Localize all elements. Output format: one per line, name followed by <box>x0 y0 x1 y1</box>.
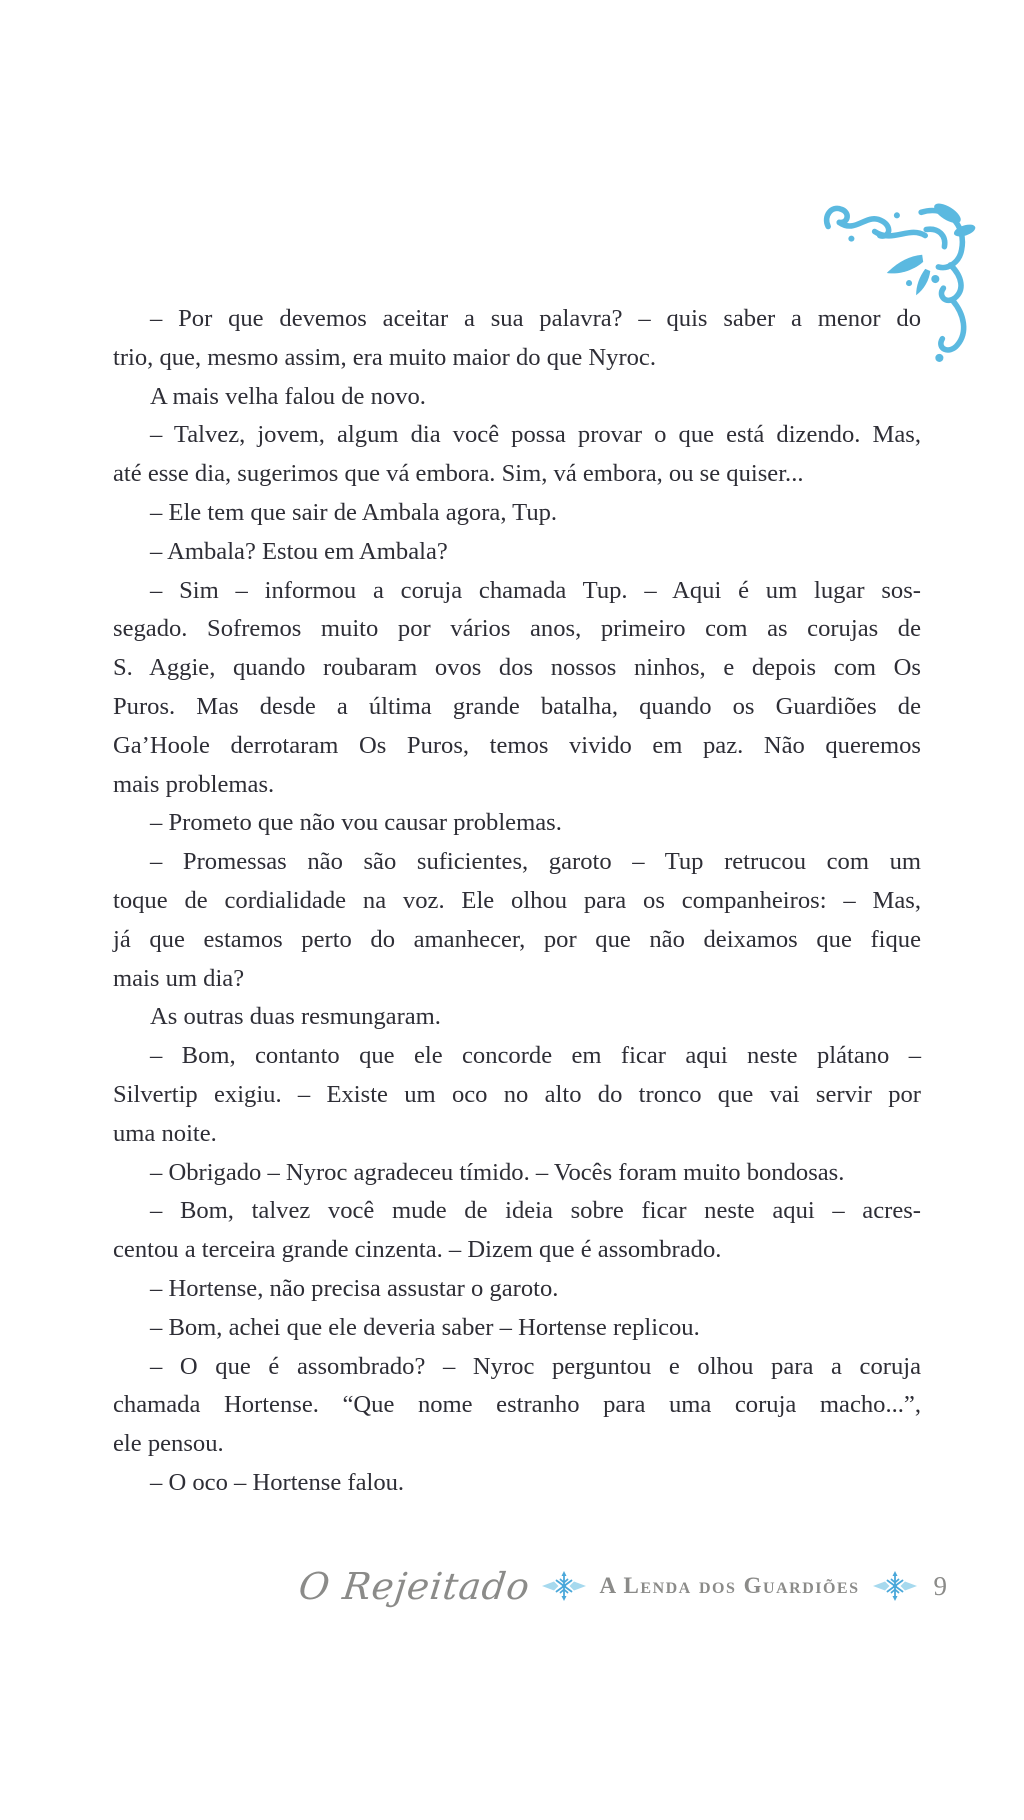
text-line: – Sim – informou a coruja chamada Tup. – Aqui é um lugar sos- <box>150 576 921 604</box>
text-line: – O oco – Hortense falou. <box>150 1468 405 1496</box>
text-line: segado. Sofremos muito por vários anos, primeiro com as corujas de <box>113 615 921 643</box>
text-line: A mais velha falou de novo. <box>150 382 426 410</box>
text-line: já que estamos perto do amanhecer, por que não deixamos que fique <box>113 925 921 953</box>
body-text <box>113 300 921 1503</box>
text-line: – Ambala? Estou em Ambala? <box>150 537 448 565</box>
text-line: até esse dia, sugerimos que vá embora. Sim, vá embora, ou se quiser... <box>113 460 804 488</box>
text-line: – Bom, contanto que ele concorde em ficar aqui neste plátano – <box>150 1042 921 1070</box>
text-line: Puros. Mas desde a última grande batalha, quando os Guardiões de <box>113 692 921 720</box>
text-line: – Hortense, não precisa assustar o garoto. <box>150 1274 559 1302</box>
text-line: trio, que, mesmo assim, era muito maior do que Nyroc. <box>113 343 656 371</box>
text-line: Ga’Hoole derrotaram Os Puros, temos vivido em paz. Não queremos <box>113 731 921 759</box>
text-line: – Prometo que não vou causar problemas. <box>150 809 562 837</box>
text-line: – Ele tem que sair de Ambala agora, Tup. <box>150 498 558 526</box>
text-line: – Talvez, jovem, algum dia você possa provar o que está dizendo. Mas, <box>150 421 921 449</box>
text-line: Silvertip exigiu. – Existe um oco no alto do tronco que vai servir por <box>113 1080 921 1108</box>
page-number: 9 <box>933 1570 947 1601</box>
text-line: mais problemas. <box>113 770 275 798</box>
text-line: – Promessas não são suficientes, garoto – Tup retrucou com um <box>150 848 921 876</box>
text-line: – Bom, talvez você mude de ideia sobre ficar neste aqui – acres- <box>150 1197 921 1225</box>
text-line: uma noite. <box>113 1119 217 1147</box>
text-line: – O que é assombrado? – Nyroc perguntou e olhou para a coruja <box>150 1352 921 1380</box>
snowflake-ornament <box>542 1571 586 1601</box>
text-line: – Por que devemos aceitar a sua palavra? – quis saber a menor do <box>150 305 921 332</box>
text-line: mais um dia? <box>113 964 245 992</box>
text-line: – Obrigado – Nyroc agradeceu tímido. – Vocês foram muito bondosas. <box>150 1158 845 1186</box>
series-title: A Lenda dos Guardiões <box>599 1573 860 1598</box>
text-line: toque de cordialidade na voz. Ele olhou para os companheiros: – Mas, <box>113 886 921 914</box>
text-line: S. Aggie, quando roubaram ovos dos nossos ninhos, e depois com Os <box>113 654 921 682</box>
text-line: centou a terceira grande cinzenta. – Dizem que é assombrado. <box>113 1236 722 1264</box>
snowflake-ornament <box>873 1571 917 1601</box>
page-footer <box>0 1556 947 1616</box>
text-line: chamada Hortense. “Que nome estranho para uma coruja macho...”, <box>113 1391 921 1419</box>
text-line: ele pensou. <box>113 1430 224 1458</box>
book-title: O Rejeitado <box>295 1564 533 1608</box>
text-line: As outras duas resmungaram. <box>150 1003 441 1031</box>
text-line: – Bom, achei que ele deveria saber – Hortense replicou. <box>150 1313 700 1341</box>
